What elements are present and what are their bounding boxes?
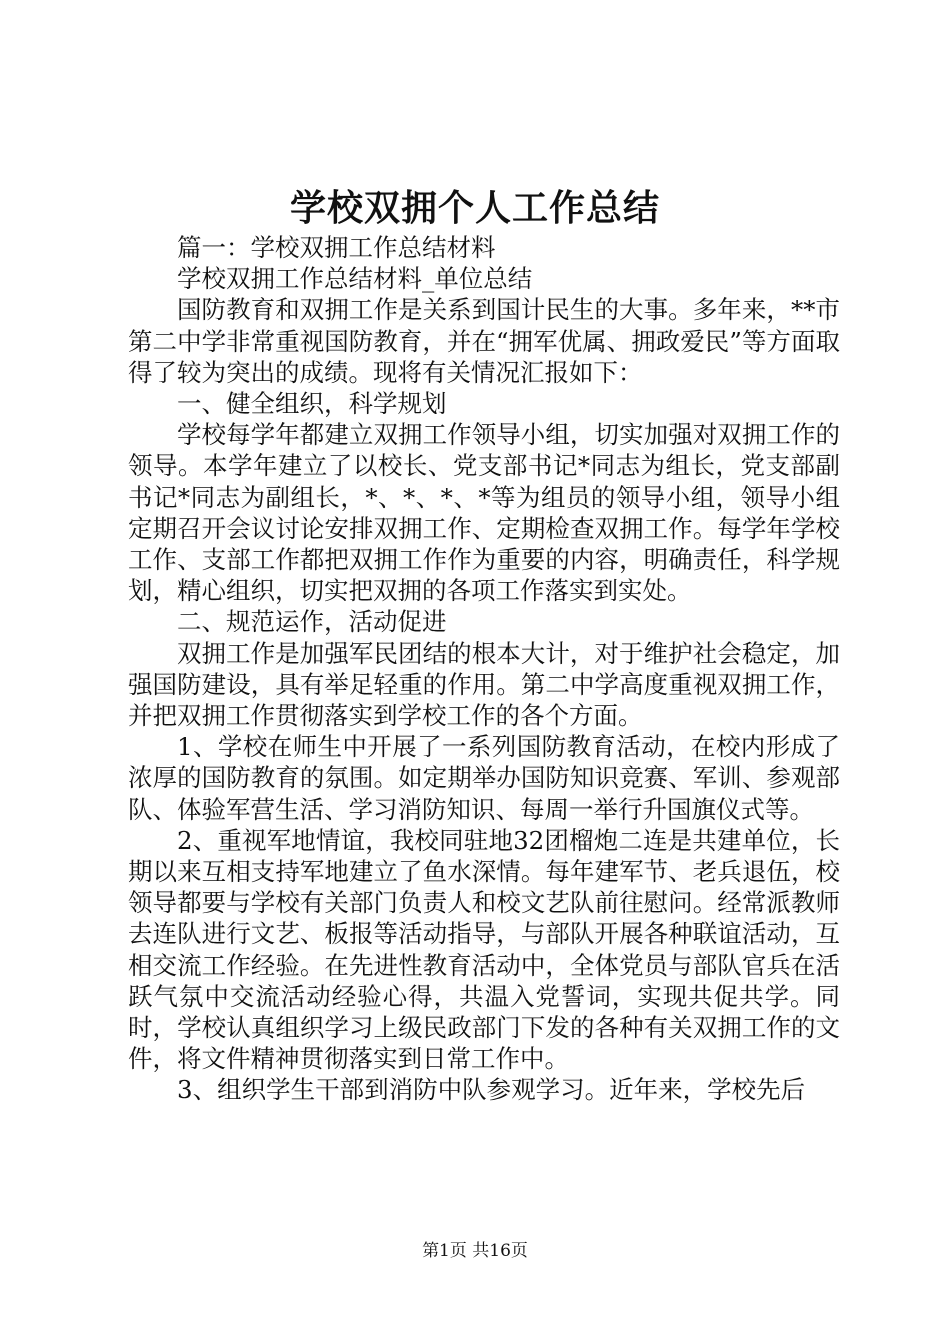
intro-paragraph: 国防教育和双拥工作是关系到国计民生的大事。多年来，**市第二中学非常重视国防教育，并在“拥军优属、拥政爱民”等方面取得了较为突出的成绩。现将有关情况汇报如下：	[128, 295, 840, 387]
document-body	[128, 232, 840, 1106]
operate-paragraph: 双拥工作是加强军民团结的根本大计，对于维护社会稳定，加强国防建设，具有举足轻重的作用。第二中学高度重视双拥工作，并把双拥工作贯彻落实到学校工作的各个方面。	[128, 638, 840, 731]
item-2-paragraph: 2、重视军地情谊，我校同驻地32团榴炮二连是共建单位，长期以来互相支持军地建立了鱼水深情。每年建军节、老兵退伍，校领导都要与学校有关部门负责人和校文艺队前往慰问。经常派教师去连队进行文艺、板报等活动指导，与部队开展各种联谊活动，互相交流工作经验。在先进性教育活动中，全体党员与部队官兵在活跃气氛中交流活动经验心得，共温入党誓词，实现共促共学。同时，学校认真组织学习上级民政部门下发的各种有关双拥工作的文件，将文件精神贯彻落实到日常工作中。	[128, 825, 840, 1074]
section-heading-part1: 篇一：学校双拥工作总结材料	[177, 233, 496, 262]
document-title: 学校双拥个人工作总结	[289, 187, 660, 229]
section-heading-organize: 一、健全组织，科学规划	[177, 389, 447, 419]
page-footer: 第1页 共16页	[422, 1241, 528, 1261]
item-3-paragraph: 3、组织学生干部到消防中队参观学习。近年来，学校先后	[177, 1075, 806, 1105]
section-heading-operate: 二、规范运作，活动促进	[177, 607, 447, 637]
item-1-paragraph: 1、学校在师生中开展了一系列国防教育活动，在校内形成了浓厚的国防教育的氛围。如定期举办国防知识竞赛、军训、参观部队、体验军营生活、学习消防知识、每周一举行升国旗仪式等。	[128, 732, 840, 824]
organize-paragraph: 学校每学年都建立双拥工作领导小组，切实加强对双拥工作的领导。本学年建立了以校长、党支部书记*同志为组长，党支部副书记*同志为副组长，*、*、*、*等为组员的领导小组，领导小组定期召开会议讨论安排双拥工作、定期检查双拥工作。每学年学校工作、支部工作都把双拥工作作为重要的内容，明确责任，科学规划，精心组织，切实把双拥的各项工作落实到实处。	[128, 420, 840, 606]
subtitle-line: 学校双拥工作总结材料_单位总结	[177, 264, 533, 294]
